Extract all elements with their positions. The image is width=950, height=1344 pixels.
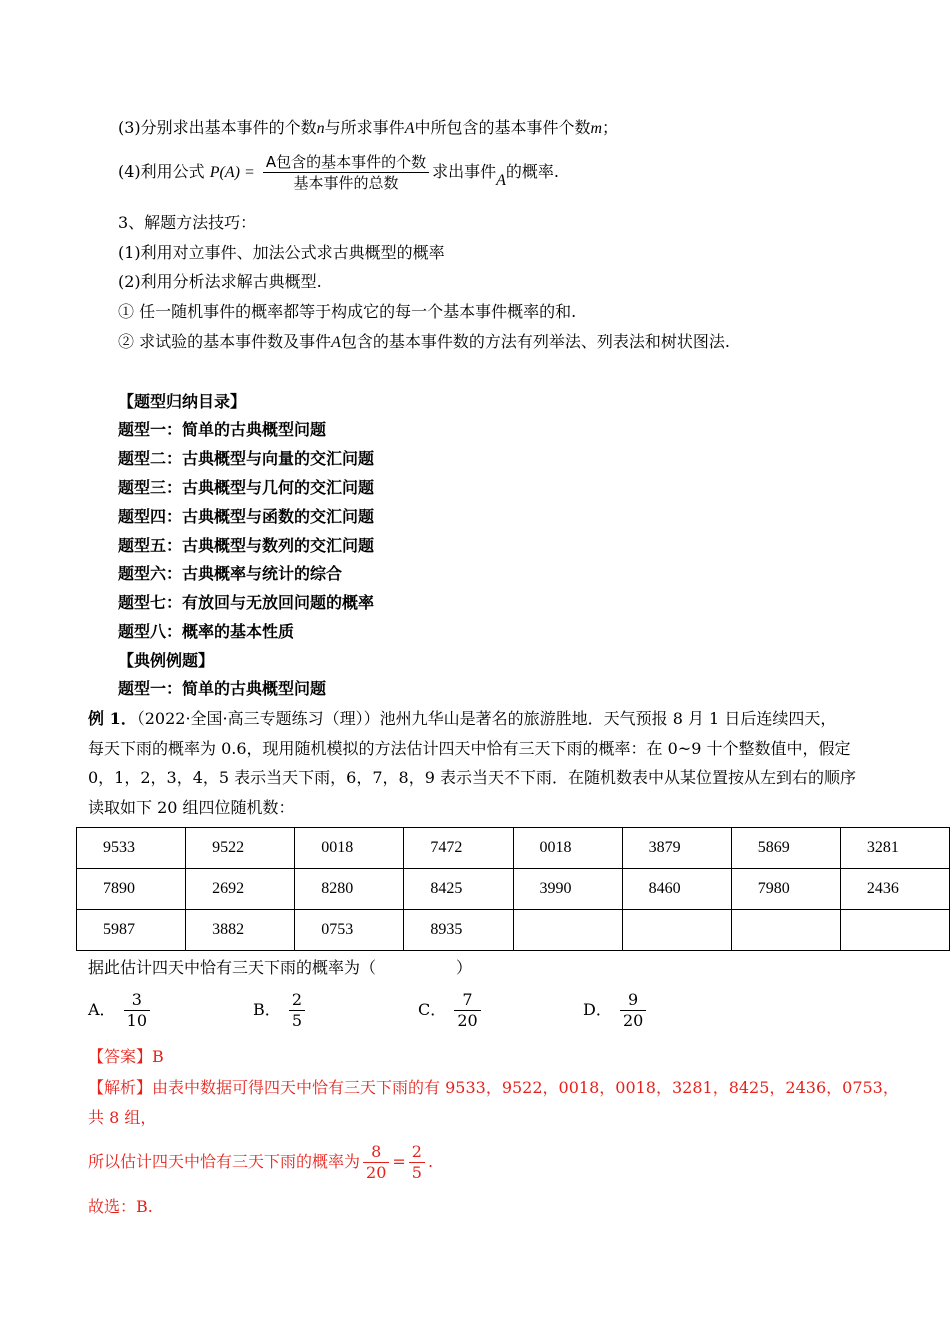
option-label: C． — [418, 1000, 447, 1019]
option-label: A． — [88, 1000, 116, 1019]
fraction-denominator: 5 — [289, 1010, 305, 1031]
option-fraction — [454, 990, 480, 1031]
fraction-denominator: 20 — [363, 1162, 389, 1183]
toc-item: 题型二：古典概型与向量的交汇问题 — [118, 449, 375, 468]
option-b — [253, 990, 308, 1031]
final-answer: 故选：B. — [88, 1197, 153, 1216]
table-cell: 8460 — [622, 869, 731, 910]
table-cell: 3879 — [622, 828, 731, 869]
table-cell: 0018 — [295, 828, 404, 869]
option-label: D． — [583, 1000, 612, 1019]
tip-4 — [118, 330, 730, 355]
analysis-line-3 — [88, 1140, 433, 1184]
toc-item: 题型四：古典概型与函数的交汇问题 — [118, 507, 375, 526]
analysis-line-1 — [88, 1076, 899, 1100]
table-cell: 2692 — [186, 869, 295, 910]
var-A: A — [496, 172, 506, 189]
tip-4-text-2: 包含的基本事件数的方法有列举法、列表法和树状图法. — [340, 332, 730, 351]
formula-numerator: A包含的基本事件的个数 — [265, 153, 427, 171]
option-fraction — [289, 990, 305, 1031]
table-cell: 2436 — [840, 869, 949, 910]
example-1-line-2: 每天下雨的概率为 0.6，现用随机模拟的方法估计四天中恰有三天下雨的概率：在 0~9 十个整数值中，假定 — [88, 739, 851, 758]
var-A: A — [331, 334, 341, 351]
examples-heading: 【典例例题】 — [118, 651, 215, 670]
table-row — [77, 869, 950, 910]
step-3-text-3: 中所包含的基本事件个数 — [414, 118, 591, 137]
step-3-end: ； — [602, 118, 619, 137]
fraction-numerator: 2 — [291, 990, 303, 1009]
analysis-text: 由表中数据可得四天中恰有三天下雨的有 9533，9522，0018，0018，3281，8425，2436，0753， — [152, 1078, 899, 1097]
table-cell: 9522 — [186, 828, 295, 869]
tip-1: (1)利用对立事件、加法公式求古典概型的概率 — [118, 243, 445, 262]
toc-item: 题型六：古典概率与统计的综合 — [118, 564, 343, 583]
tips-heading: 3、解题方法技巧： — [118, 213, 257, 232]
analysis-fraction — [363, 1142, 389, 1183]
fraction-numerator: 7 — [462, 990, 473, 1009]
formula-denominator: 基本事件的总数 — [263, 172, 429, 193]
example-1-line-1 — [88, 707, 836, 731]
table-cell: 8280 — [295, 869, 404, 910]
toc-item: 题型三：古典概型与几何的交汇问题 — [118, 478, 375, 497]
analysis-end: . — [427, 1152, 434, 1171]
example-1-line-3: 0，1，2，3，4，5 表示当天下雨，6，7，8，9 表示当天不下雨．在随机数表中从某位置按从左到右的顺序 — [88, 768, 856, 787]
table-cell: 3281 — [840, 828, 949, 869]
answer-label: 【答案】B — [88, 1047, 164, 1066]
step-3 — [118, 116, 618, 141]
table-cell — [840, 910, 949, 951]
step-4-text: (4)利用公式 — [118, 162, 205, 181]
fraction-numerator: 3 — [131, 990, 142, 1009]
example-1-question: 据此估计四天中恰有三天下雨的概率为（ ） — [88, 958, 473, 977]
table-row — [77, 910, 950, 951]
toc-item: 题型五：古典概型与数列的交汇问题 — [118, 536, 375, 555]
toc-heading: 【题型归纳目录】 — [118, 392, 247, 411]
table-cell — [731, 910, 840, 951]
table-cell: 5869 — [731, 828, 840, 869]
examples-type-title: 题型一：简单的古典概型问题 — [118, 679, 327, 698]
step-4 — [118, 150, 559, 195]
example-1-label: 例 1． — [88, 709, 137, 728]
option-a — [88, 990, 153, 1031]
step-3-text: (3)分别求出基本事件的个数 — [118, 118, 317, 137]
fraction-numerator: 2 — [411, 1142, 422, 1161]
step-3-text-2: 与所求事件 — [324, 118, 405, 137]
table-cell: 3882 — [186, 910, 295, 951]
step-4-text-2: 求出事件 — [432, 162, 497, 181]
table-cell — [513, 910, 622, 951]
table-cell: 7472 — [404, 828, 513, 869]
fraction-denominator: 5 — [409, 1162, 425, 1183]
option-c — [418, 990, 484, 1031]
example-1-line-4: 读取如下 20 组四位随机数： — [88, 798, 295, 817]
table-cell: 7980 — [731, 869, 840, 910]
formula-fraction — [263, 152, 429, 193]
example-1-text: （2022·全国·高三专题练习（理））池州九华山是著名的旅游胜地．天气预报 8 月 1 日后连续四天， — [136, 709, 837, 728]
var-n: n — [316, 120, 325, 137]
step-4-end: 的概率. — [505, 162, 560, 181]
fraction-denominator: 20 — [620, 1010, 646, 1031]
option-label: B． — [253, 1000, 281, 1019]
analysis-text: 所以估计四天中恰有三天下雨的概率为 — [88, 1152, 361, 1171]
toc-item: 题型七：有放回与无放回问题的概率 — [118, 593, 375, 612]
table-cell: 0018 — [513, 828, 622, 869]
toc-item: 题型八：概率的基本性质 — [118, 622, 295, 641]
option-fraction — [124, 990, 150, 1031]
fraction-numerator: 9 — [628, 990, 639, 1009]
var-m: m — [590, 120, 603, 137]
fraction-numerator: 8 — [371, 1142, 382, 1161]
analysis-label: 【解析】 — [88, 1078, 153, 1097]
random-number-table — [76, 827, 950, 951]
tip-3: ① 任一随机事件的概率都等于构成它的每一个基本事件概率的和. — [118, 302, 577, 321]
table-cell: 9533 — [77, 828, 186, 869]
tip-2: (2)利用分析法求解古典概型. — [118, 272, 322, 291]
table-cell: 3990 — [513, 869, 622, 910]
formula-lhs: P(A) = — [209, 164, 255, 181]
table-cell: 5987 — [77, 910, 186, 951]
table-cell: 8425 — [404, 869, 513, 910]
fraction-denominator: 10 — [124, 1010, 150, 1031]
table-cell: 0753 — [295, 910, 404, 951]
toc-item: 题型一：简单的古典概型问题 — [118, 420, 327, 439]
table-row — [77, 828, 950, 869]
table-cell: 8935 — [404, 910, 513, 951]
option-d — [583, 990, 649, 1031]
fraction-denominator: 20 — [454, 1010, 480, 1031]
var-A: A — [404, 120, 415, 137]
table-cell: 7890 — [77, 869, 186, 910]
analysis-fraction — [409, 1142, 425, 1183]
option-fraction — [620, 990, 646, 1031]
tip-4-text: ② 求试验的基本事件数及事件 — [118, 332, 332, 351]
table-cell — [622, 910, 731, 951]
analysis-line-2: 共 8 组， — [88, 1108, 157, 1127]
equals-sign: = — [392, 1152, 406, 1171]
